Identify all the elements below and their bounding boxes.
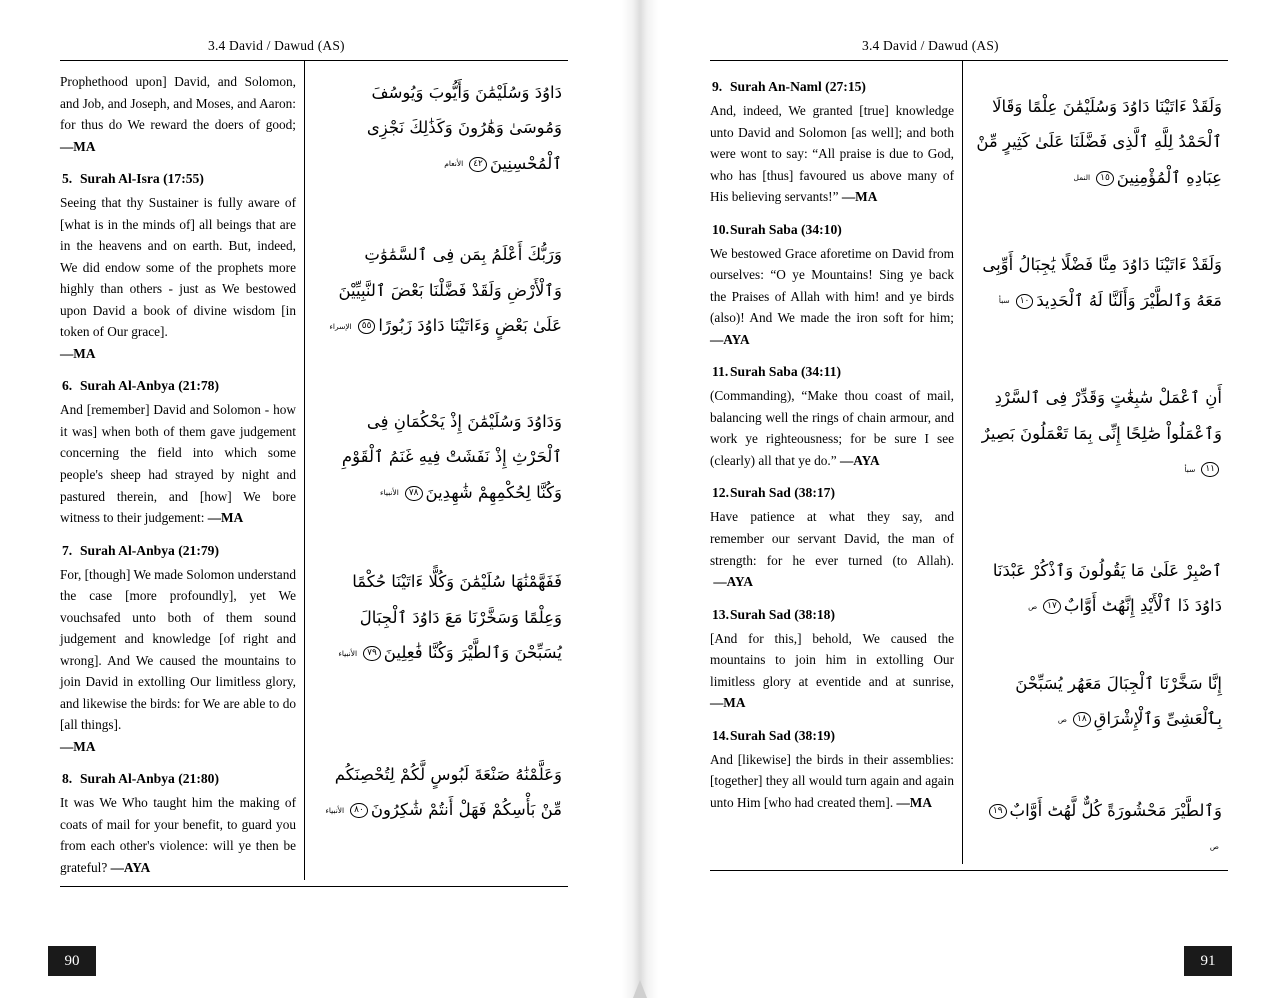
arabic-surah-ref: ص — [1057, 714, 1067, 724]
entry-title-5 — [60, 171, 296, 187]
entry-text-body: Prophethood upon] David, and Solomon, and Job, and Joseph, and Moses, and Aaron: for thus do We reward the doers of good; — [60, 74, 296, 133]
arabic-surah-ref: ص — [1209, 841, 1219, 851]
entry-title-text: Surah Al-Anbya (21:79) — [80, 542, 219, 558]
entry-title-9 — [710, 79, 954, 95]
entry-title-12 — [710, 485, 954, 501]
arabic-text: إِنَّا سَخَّرْنَا ٱلْجِبَالَ مَعَهُر يُسَبِّحْنَ بِٱلْعَشِىِّ وَٱلْإِشْرَاقِ — [1015, 673, 1222, 729]
entry-source: —AYA — [110, 859, 151, 875]
entry-text — [60, 564, 296, 758]
ayah-number: ٤٢ — [469, 157, 487, 172]
folio-left: 90 — [48, 946, 96, 976]
arabic-text: أَنِ ٱعْمَلْ سَٰبِغَٰتٍ وَقَدِّرْ فِى ٱلسَّرْدِ وَٱعْمَلُواْ صَٰلِحًا إِنِّى بِمَا تَعْمَلُونَ بَصِيرٌ — [981, 388, 1222, 443]
entry-title-6 — [60, 378, 296, 394]
ayah-number: ٨٠ — [350, 803, 368, 818]
translation-column-right — [710, 61, 962, 864]
page-right-content — [710, 38, 1228, 943]
arabic-verse — [315, 564, 568, 670]
entry-text-body: And [remember] David and Solomon - how it was] when both of them gave judgement concerning the field into which some people's sheep had strayed by night and pastured therein, and [how] We bore witness to their judgement: — [60, 402, 296, 526]
entry-text — [710, 385, 954, 471]
entry-number: 6. — [62, 378, 73, 394]
entry-text — [60, 71, 296, 157]
entry-text-body: [And for this,] behold, We caused the mountains to join him in extolling Our limitless glory at eventide and at sunrise, — [710, 630, 954, 689]
entry-title-13 — [710, 607, 954, 623]
arabic-verse — [973, 247, 1228, 318]
page-left-content — [60, 38, 568, 943]
ayah-number: ١٥ — [1096, 171, 1114, 186]
entry-source: —MA — [841, 189, 878, 205]
entry-source: —MA — [60, 345, 96, 361]
entry-title-text: Surah Al-Isra (17:55) — [80, 171, 204, 187]
entry-8 — [60, 771, 296, 878]
arabic-text: وَرَبُّكَ أَعْلَمُ بِمَن فِى ٱلسَّمَٰوَٰتِ وَٱلْأَرْضِ وَلَقَدْ فَضَّلْنَا بَعْضَ ٱلنَّبِيِّيْنَ عَلَىٰ بَعْضٍ وَءَاتَيْنَا دَاوُدَ زَبُورًا — [338, 245, 562, 336]
arabic-verse — [973, 89, 1228, 195]
arabic-text: فَفَهَّمْنَٰهَا سُلَيْمَٰنَ وَكُلًّا ءَاتَيْنَا حُكْمًا وَعِلْمًا وَسَخَّرْنَا مَعَ دَاوُدَ ٱلْجِبَالَ يُسَبِّحْنَ وَٱلطَّيْرَ وَكُنَّا فَٰعِلِينَ — [352, 572, 562, 663]
ayah-number: ٧٩ — [363, 646, 381, 661]
entry-title-text: Surah Sad (38:18) — [730, 606, 835, 622]
footer-rule-right — [710, 870, 1228, 871]
arabic-surah-ref: الأنبياء — [325, 805, 345, 815]
entry-number: 12. — [712, 485, 729, 501]
arabic-surah-ref: الأنبياء — [380, 488, 399, 498]
entry-text — [710, 100, 954, 208]
arabic-text: وَلَقَدْ ءَاتَيْنَا دَاوُدَ وَسُلَيْمَٰنَ عِلْمًا وَقَالَا ٱلْحَمْدُ لِلَّهِ ٱلَّذِى فَضَّلَنَا عَلَىٰ كَثِيرٍ مِّنْ عِبَادِهِ ٱلْمُؤْمِنِينَ — [976, 97, 1222, 187]
entry-9 — [710, 79, 954, 208]
footer-rule-left — [60, 886, 568, 887]
entry-title-text: Surah Sad (38:17) — [730, 485, 835, 501]
entry-title-14 — [710, 728, 954, 744]
entry-text-body: We bestowed Grace aforetime on David from ourselves: “O ye Mountains! Sing ye back the Praises of Allah with him! and ye birds (also)! And We made the iron soft for him; — [710, 245, 954, 326]
entry-source: —AYA — [839, 452, 880, 468]
entry-number: 8. — [62, 771, 73, 787]
entry-5 — [60, 171, 296, 364]
entry-text-body: Have patience at what they say, and remember our servant David, the man of strength: for he ever turned (to Allah). — [710, 509, 954, 568]
entry-text-body: And, indeed, We granted [true] knowledge unto David and Solomon [as well]; and both were wont to say: “All praise is due to God, who has [thus] favoured us above many of His believing servants!” — [710, 103, 954, 205]
entry-text — [60, 192, 296, 364]
translation-column-left — [60, 61, 304, 880]
entry-continuation — [60, 71, 296, 157]
arabic-verse — [315, 757, 568, 828]
ayah-number: ١٨ — [1073, 712, 1091, 727]
entry-number: 5. — [62, 171, 73, 187]
entry-12 — [710, 485, 954, 592]
ayah-number: ١٠ — [1016, 294, 1034, 309]
arabic-verse — [973, 793, 1228, 864]
entry-text — [60, 399, 296, 528]
ayah-number: ٥٥ — [358, 319, 376, 334]
entry-10 — [710, 222, 954, 351]
entry-title-text: Surah Al-Anbya (21:80) — [80, 771, 219, 787]
entry-title-text: Surah Saba (34:10) — [730, 221, 842, 237]
arabic-text: ٱصْبِرْ عَلَىٰ مَا يَقُولُونَ وَٱذْكُرْ عَبْدَنَا دَاوُدَ ذَا ٱلْأَيْدِ إِنَّهُٹ أَوَّابٌ — [992, 560, 1222, 616]
arabic-verse — [315, 237, 568, 343]
entry-source: —MA — [710, 695, 746, 711]
arabic-text: دَاوُدَ وَسُلَيْمَٰنَ وَأَيُّوبَ وَيُوسُفَ وَمُوسَىٰ وَهَٰرُونَ وَكَذَٰلِكَ نَجْزِى ٱلْمُحْسِنِينَ — [366, 83, 562, 173]
entry-7 — [60, 543, 296, 758]
entry-number: 13. — [712, 606, 729, 622]
ayah-number: ٧٨ — [405, 486, 423, 501]
entry-title-text: Surah Sad (38:19) — [730, 727, 835, 743]
entry-14 — [710, 728, 954, 814]
entry-title-7 — [60, 543, 296, 559]
ayah-number: ١١ — [1201, 462, 1219, 477]
entry-source: —AYA — [710, 331, 750, 347]
arabic-text: وَعَلَّمْنَٰهُ صَنْعَةَ لَبُوسٍ لَّكُمْ لِتُحْصِنَكُم مِّنْ بَأْسِكُمْ فَهَلْ أَنتُمْ شَٰكِرُونَ — [334, 764, 562, 820]
folio-right: 91 — [1184, 946, 1232, 976]
entry-title-8 — [60, 771, 296, 787]
entry-title-text: Surah Al-Anbya (21:78) — [80, 378, 219, 394]
entry-number: 7. — [62, 542, 73, 558]
entry-13 — [710, 607, 954, 714]
entry-source: —AYA — [713, 574, 753, 590]
entry-text — [710, 506, 954, 592]
entry-text-body: For, [though] We made Solomon understand the case [more profoundly], yet We vouchsafed unto both of them sound judgement and knowledge [of right and wrong]. And We caused the mountains to join David in extolling Our limitless glory, and likewise the birds: for We are able to do [all things]. — [60, 566, 296, 733]
arabic-text: وَدَاوُدَ وَسُلَيْمَٰنَ إِذْ يَحْكُمَانِ فِى ٱلْحَرْثِ إِذْ نَفَشَتْ فِيهِ غَنَمُ ٱلْقَوْمِ وَكُنَّا لِحُكْمِهِمْ شَٰهِدِينَ — [341, 411, 562, 502]
entry-text-body: It was We Who taught him the making of coats of mail for your benefit, to guard you from each other's violence: will ye then be grateful? — [60, 795, 296, 875]
arabic-text: وَٱلطَّيْرَ مَحْشُورَةً كُلٌّ لَّهُٹ أَوَّابٌ — [1009, 800, 1222, 820]
arabic-surah-ref: ص — [1028, 601, 1038, 611]
entry-title-10 — [710, 222, 954, 238]
arabic-verse — [973, 666, 1228, 737]
running-head-right: 3.4 David / Dawud (AS) — [862, 38, 999, 53]
entry-number: 10. — [712, 221, 729, 237]
entry-title-11 — [710, 364, 954, 380]
entry-text — [710, 749, 954, 814]
two-column-body-left — [60, 61, 568, 880]
arabic-surah-ref: الأنعام — [444, 159, 464, 169]
arabic-verse — [315, 404, 568, 510]
entry-source: —MA — [207, 510, 244, 526]
arabic-surah-ref: النمل — [1073, 173, 1091, 183]
arabic-surah-ref: سبأ — [998, 296, 1010, 306]
running-head-left: 3.4 David / Dawud (AS) — [208, 38, 345, 53]
entry-text — [60, 792, 296, 878]
book-gutter — [622, 0, 658, 998]
entry-text — [710, 628, 954, 714]
entry-source: —MA — [896, 794, 932, 810]
entry-title-text: Surah Saba (34:11) — [730, 364, 842, 380]
two-column-body-right — [710, 61, 1228, 864]
entry-text — [710, 243, 954, 351]
entry-11 — [710, 364, 954, 471]
arabic-surah-ref: الإسراء — [329, 321, 352, 331]
arabic-column-right — [962, 61, 1228, 864]
entry-source: —MA — [60, 138, 96, 154]
entry-title-text: Surah An-Naml (27:15) — [730, 79, 866, 94]
arabic-surah-ref: سبأ — [1184, 464, 1196, 474]
entry-number: 14. — [712, 727, 729, 743]
arabic-verse — [315, 75, 568, 181]
entry-number: 11. — [712, 364, 729, 380]
entry-text-body: Seeing that thy Sustainer is fully aware of [what is in the minds of] all beings that are in the heavens and on earth. But, indeed, We did endow some of the prophets more highly than others - just as We bestowed upon David a book of divine wisdom [in token of Our grace]. — [60, 195, 296, 340]
ayah-number: ١٧ — [1043, 599, 1061, 614]
entry-source: —MA — [60, 738, 96, 754]
page-right — [640, 0, 1280, 998]
arabic-text: وَلَقَدْ ءَاتَيْنَا دَاوُدَ مِنَّا فَضْلًا يَٰجِبَالُ أَوِّبِى مَعَهُ وَٱلطَّيْرَ وَأَلَنَّا لَهُ ٱلْحَدِيدَ — [982, 255, 1222, 310]
ayah-number: ١٩ — [989, 804, 1007, 819]
arabic-verse — [973, 380, 1228, 486]
entry-text-body: And [likewise] the birds in their assemblies: [together] they all would turn again and again unto Him [who had created them]. — [710, 751, 954, 810]
arabic-verse — [973, 553, 1228, 624]
entry-text-body: (Commanding), “Make thou coast of mail, balancing well the rings of chain armour, and work ye righteousness; for be sure I see (clearly) all that ye do.” — [710, 388, 954, 468]
arabic-surah-ref: الأنبياء — [338, 648, 358, 658]
entry-number: 9. — [712, 79, 723, 94]
arabic-column-left — [304, 61, 568, 880]
entry-6 — [60, 378, 296, 528]
